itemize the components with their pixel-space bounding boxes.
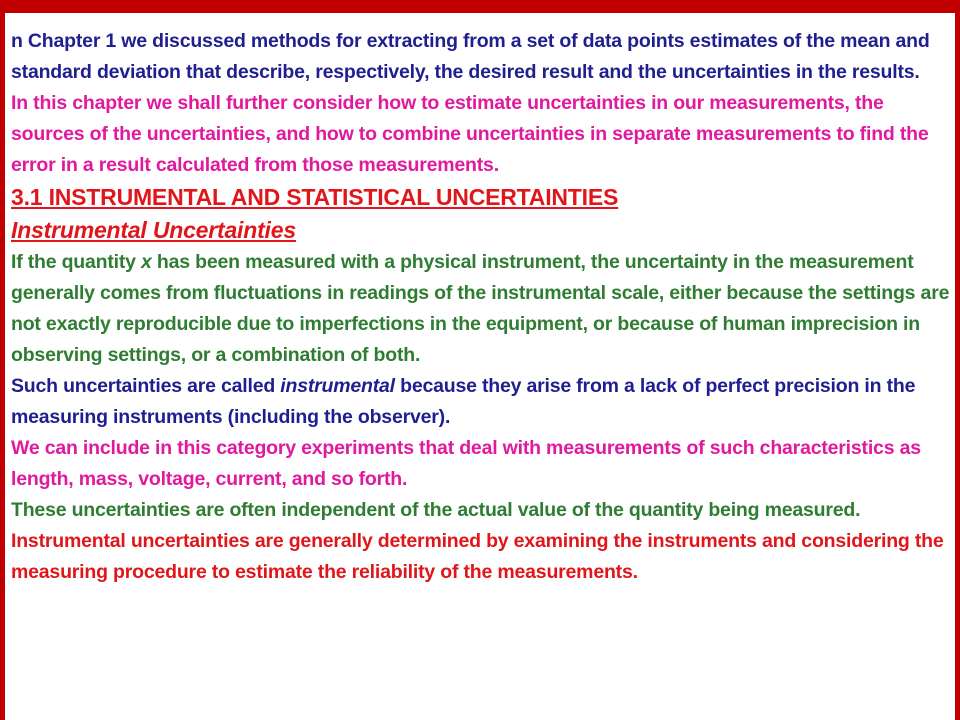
category-paragraph: We can include in this category experiments that deal with measurements of such characteristics as length, mass, voltage, current, and so forth. xyxy=(11,437,921,490)
instrument-measurement-paragraph xyxy=(11,247,951,371)
chapter-scope-paragraph: In this chapter we shall further consider how to estimate uncertainties in our measurements, the sources of the uncertainties, and how to combine uncertainties in separate measurements to find the error in a result calculated from those measurements. xyxy=(11,92,929,176)
section-heading: 3.1 INSTRUMENTAL AND STATISTICAL UNCERTAINTIES xyxy=(11,184,619,210)
text-segment: Such uncertainties are called xyxy=(11,375,281,397)
intro-paragraph: n Chapter 1 we discussed methods for extracting from a set of data points estimates of the mean and standard deviation that describe, respectively, the desired result and the uncertainties in the results. xyxy=(11,30,930,83)
text-segment: because they arise from a lack of perfect precision in the measuring instruments (including the observer). xyxy=(11,375,916,428)
determination-paragraph: Instrumental uncertainties are generally determined by examining the instruments and considering the measuring procedure to estimate the reliability of the measurements. xyxy=(11,530,944,583)
independence-paragraph: These uncertainties are often independent of the actual value of the quantity being measured. xyxy=(11,499,861,521)
term-instrumental: instrumental xyxy=(280,375,395,397)
instrumental-definition-paragraph xyxy=(11,371,951,433)
subsection-heading: Instrumental Uncertainties xyxy=(11,217,296,243)
text-segment: has been measured with a physical instrument, the uncertainty in the measurement generally comes from fluctuations in readings of the instrumental scale, either because the settings are not exactly reproducible due to imperfections in the equipment, or because of human imprecision in observing settings, or a combination of both. xyxy=(11,251,950,366)
variable-x: x xyxy=(141,251,152,273)
slide-text-body xyxy=(11,26,951,588)
text-segment: If the quantity xyxy=(11,251,142,273)
